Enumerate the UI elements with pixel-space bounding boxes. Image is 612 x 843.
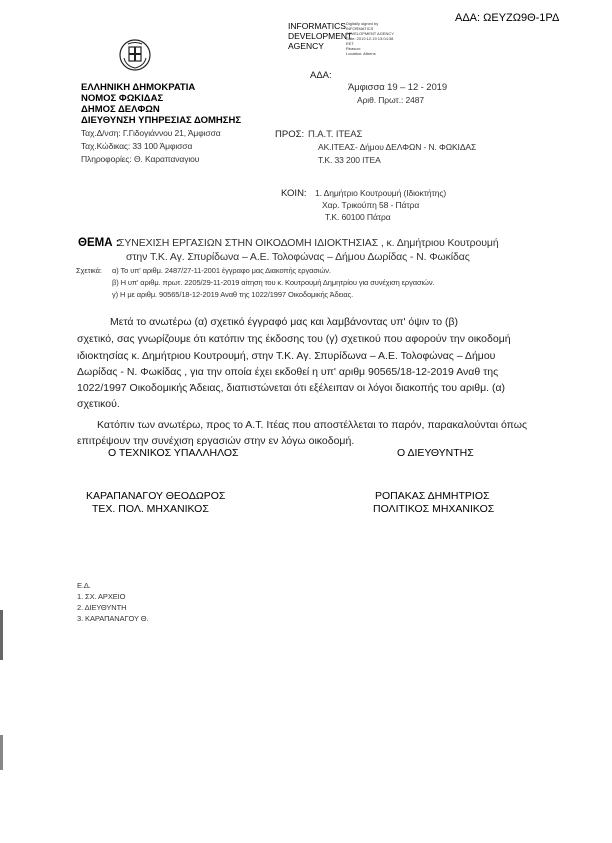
- distribution-item: 3. ΚΑΡΑΠΑΝΑΓΟΥ Θ.: [77, 614, 149, 623]
- left-signature-title: Ο ΤΕΧΝΙΚΟΣ ΥΠΑΛΛΗΛΟΣ: [108, 447, 239, 459]
- stamp-small-text: Digitally signed by INFORMATICS DEVELOPMENT AGENCY Date: 2019.12.19 13:04:38 EET Reason: Location: Athens: [346, 21, 394, 56]
- date-line: Άμφισσα 19 – 12 - 2019: [348, 82, 448, 93]
- stamp-line-3: AGENCY: [288, 41, 324, 51]
- sender-line-4: ΔΙΕΥΘΥΝΣΗ ΥΠΗΡΕΣΙΑΣ ΔΟΜΗΣΗΣ: [81, 115, 242, 126]
- distribution-item: 2. ΔΙΕΥΘΥΝΤΗ: [77, 603, 127, 612]
- body-p1-line-5: 1022/1997 Οικοδομικής Άδειας, διαπιστώνεται ότι εξέλειπαν οι λόγοι διακοπής του αριθμ. (α): [77, 382, 506, 394]
- scan-edge-mark: [0, 735, 3, 770]
- left-signature-name: ΚΑΡΑΠΑΝΑΓΟΥ ΘΕΟΔΩΡΟΣ: [86, 490, 226, 502]
- ref-2: β) Η υπ' αριθμ. πρωτ. 2205/29-11-2019 αίτηση του κ. Κουτρουμή Δημητρίου για συνέχιση εργασιών.: [112, 278, 435, 287]
- ada-header: ΑΔΑ: ΩΕΥΖΩ9Θ-1ΡΔ: [455, 12, 560, 24]
- refs-label: Σχετικά:: [76, 266, 102, 275]
- distribution-item: 1. ΣΧ. ΑΡΧΕΙΟ: [77, 592, 126, 601]
- to-line-3: Τ.Κ. 33 200 ΙΤΕΑ: [318, 155, 381, 165]
- stamp-line-2: DEVELOPMENT: [288, 31, 353, 41]
- body-p1-line-2: σχετικό, σας γνωρίζουμε ότι κατόπιν της έκδοσης του (γ) σχετικού που αφορούν την οικοδομή: [77, 333, 511, 345]
- right-signature-title: Ο ΔΙΕΥΘΥΝΤΗΣ: [397, 447, 474, 459]
- body-p1-line-4: Δωρίδας - Ν. Φωκίδας , για την οποία έχει εκδοθεί η υπ' αριθμ 90565/18-12-2019 Αναθ της: [77, 366, 499, 378]
- to-line-2: ΑΚ.ΙΤΕΑΣ- Δήμου ΔΕΛΦΩΝ - Ν. ΦΩΚΙΔΑΣ: [318, 142, 477, 152]
- left-signature-role: ΤΕΧ. ΠΟΛ. ΜΗΧΑΝΙΚΟΣ: [92, 503, 209, 515]
- digital-signature-stamp: [288, 21, 408, 65]
- sender-address-3: Πληροφορίες: Θ. Καραπαναγιου: [81, 154, 200, 164]
- body-p1-line-3: ιδιοκτησίας κ. Δημήτριου Κουτρουμή, στην Τ.Κ. Αγ. Σπυρίδωνα – Α.Ε. Τολοφώνας – Δήμου: [77, 350, 496, 362]
- ref-1: α) Το υπ' αριθμ. 2487/27-11-2001 έγγραφο μας Διακοπής εργασιών.: [112, 266, 331, 275]
- body-p1-line-6: σχετικού.: [77, 398, 120, 410]
- cc-line-2: Χαρ. Τρικούπη 58 - Πάτρα: [322, 200, 420, 210]
- body-p1-line-1: Μετά το ανωτέρω (α) σχετικό έγγραφό μας και λαμβάνοντας υπ' όψιν το (β): [110, 316, 459, 328]
- stamp-line-1: INFORMATICS: [288, 21, 346, 31]
- subject-line-2: στην Τ.Κ. Αγ. Σπυρίδωνα – Α.Ε. Τολοφώνας – Δήμου Δωρίδας - Ν. Φωκίδας: [126, 251, 470, 263]
- sender-address-1: Ταχ.Δ/νση: Γ.Γιδογιάννου 21, Άμφισσα: [81, 128, 221, 138]
- cc-line-3: Τ.Κ. 60100 Πάτρα: [325, 212, 391, 222]
- cc-line-1: 1. Δημήτριο Κουτρουμή (Ιδιοκτήτης): [315, 188, 447, 198]
- greek-emblem-icon: [118, 38, 152, 72]
- right-signature-name: ΡΟΠΑΚΑΣ ΔΗΜΗΤΡΙΟΣ: [375, 490, 490, 502]
- ref-3: γ) Η με αριθμ. 90565/18-12-2019 Αναθ της 1022/1997 Οικοδομικής Άδειας.: [112, 290, 354, 299]
- distribution-label: Ε.Δ.: [77, 581, 91, 590]
- subject-label: ΘΕΜΑ :: [78, 237, 120, 249]
- sender-line-2: ΝΟΜΟΣ ΦΩΚΙΔΑΣ: [81, 93, 164, 104]
- ada-label: ΑΔΑ:: [310, 70, 332, 81]
- subject-line-1: ΣΥΝΕΧΙΣΗ ΕΡΓΑΣΙΩΝ ΣΤΗΝ ΟΙΚΟΔΟΜΗ ΙΔΙΟΚΤΗΣΙΑΣ , κ. Δημήτριου Κουτρουμή: [118, 237, 499, 249]
- protocol-line: Αριθ. Πρωτ.: 2487: [357, 95, 424, 105]
- sender-address-2: Ταχ.Κώδικας: 33 100 Άμφισσα: [81, 141, 193, 151]
- cc-label: ΚΟΙΝ:: [281, 188, 307, 199]
- to-line-1: Π.Α.Τ. ΙΤΕΑΣ: [308, 129, 363, 140]
- body-p2-line-2: επιτρέψουν την συνέχιση εργασιών στην εν λόγω οικοδομή.: [77, 435, 355, 447]
- body-p2-line-1: Κατόπιν των ανωτέρω, προς το Α.Τ. Ιτέας που αποστέλλεται το παρόν, παρακαλούνται όπως: [97, 419, 528, 431]
- scan-edge-mark: [0, 610, 3, 660]
- sender-line-3: ΔΗΜΟΣ ΔΕΛΦΩΝ: [81, 104, 160, 115]
- to-label: ΠΡΟΣ:: [275, 129, 305, 140]
- right-signature-role: ΠΟΛΙΤΙΚΟΣ ΜΗΧΑΝΙΚΟΣ: [373, 503, 495, 515]
- sender-line-1: ΕΛΛΗΝΙΚΗ ΔΗΜΟΚΡΑΤΙΑ: [81, 82, 196, 93]
